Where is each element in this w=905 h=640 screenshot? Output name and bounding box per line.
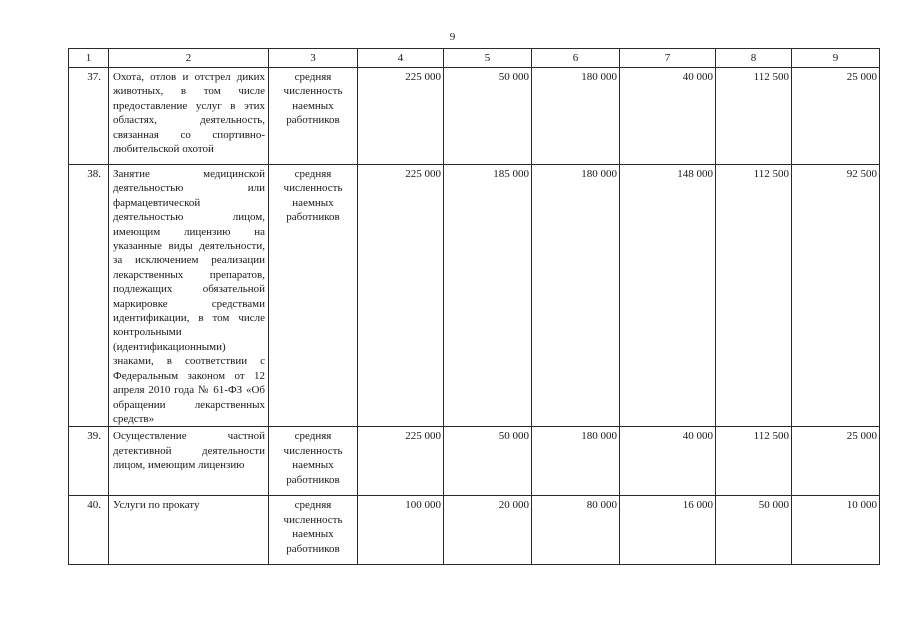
value-col-6: 180 000 (532, 68, 620, 165)
row-number: 38. (69, 165, 109, 427)
table-row (69, 496, 880, 565)
column-header-1: 1 (69, 49, 109, 68)
value-col-6: 80 000 (532, 496, 620, 565)
value-col-8: 112 500 (716, 68, 792, 165)
activity-description: Охота, отлов и отстрел диких животных, в том числе предоставление услуг в этих областях, деятельность, связанная со спортивно-любительской охотой (109, 68, 269, 165)
page-number: 9 (449, 31, 456, 43)
value-col-8: 50 000 (716, 496, 792, 565)
activity-description: Услуги по прокату (109, 496, 269, 565)
column-header-7: 7 (620, 49, 716, 68)
column-header-8: 8 (716, 49, 792, 68)
value-col-7: 16 000 (620, 496, 716, 565)
value-col-4: 100 000 (358, 496, 444, 565)
column-header-9: 9 (792, 49, 880, 68)
header-row (69, 49, 880, 68)
column-header-4: 4 (358, 49, 444, 68)
row-number: 37. (69, 68, 109, 165)
value-col-4: 225 000 (358, 427, 444, 496)
column-header-5: 5 (444, 49, 532, 68)
value-col-8: 112 500 (716, 165, 792, 427)
activity-description: Осуществление частной детективной деятельности лицом, имеющим лицензию (109, 427, 269, 496)
value-col-6: 180 000 (532, 427, 620, 496)
value-col-7: 148 000 (620, 165, 716, 427)
value-col-7: 40 000 (620, 427, 716, 496)
value-col-5: 20 000 (444, 496, 532, 565)
column-header-2: 2 (109, 49, 269, 68)
physical-indicator: средняя численность наемных работников (269, 496, 358, 565)
value-col-9: 10 000 (792, 496, 880, 565)
value-col-6: 180 000 (532, 165, 620, 427)
value-col-8: 112 500 (716, 427, 792, 496)
column-header-6: 6 (532, 49, 620, 68)
value-col-5: 185 000 (444, 165, 532, 427)
value-col-5: 50 000 (444, 427, 532, 496)
physical-indicator: средняя численность наемных работников (269, 68, 358, 165)
activity-description: Занятие медицинской деятельностью или фармацевтической деятельностью лицом, имеющим лицензию на указанные виды деятельности, за исключением реализации лекарственных препаратов, подлежащих обязательной маркировке средствами идентификации, в том числе контрольными (идентификационными) знаками, в соответствии с Федеральным законом от 12 апреля 2010 года № 61-ФЗ «Об обращении лекарственных средств» (109, 165, 269, 427)
physical-indicator: средняя численность наемных работников (269, 165, 358, 427)
value-col-4: 225 000 (358, 68, 444, 165)
value-col-9: 25 000 (792, 68, 880, 165)
table-row (69, 165, 880, 427)
value-col-5: 50 000 (444, 68, 532, 165)
row-number: 39. (69, 427, 109, 496)
value-col-9: 92 500 (792, 165, 880, 427)
value-col-4: 225 000 (358, 165, 444, 427)
table-row (69, 68, 880, 165)
value-col-7: 40 000 (620, 68, 716, 165)
tax-rate-table (68, 48, 880, 565)
column-header-3: 3 (269, 49, 358, 68)
physical-indicator: средняя численность наемных работников (269, 427, 358, 496)
row-number: 40. (69, 496, 109, 565)
value-col-9: 25 000 (792, 427, 880, 496)
table-row (69, 427, 880, 496)
